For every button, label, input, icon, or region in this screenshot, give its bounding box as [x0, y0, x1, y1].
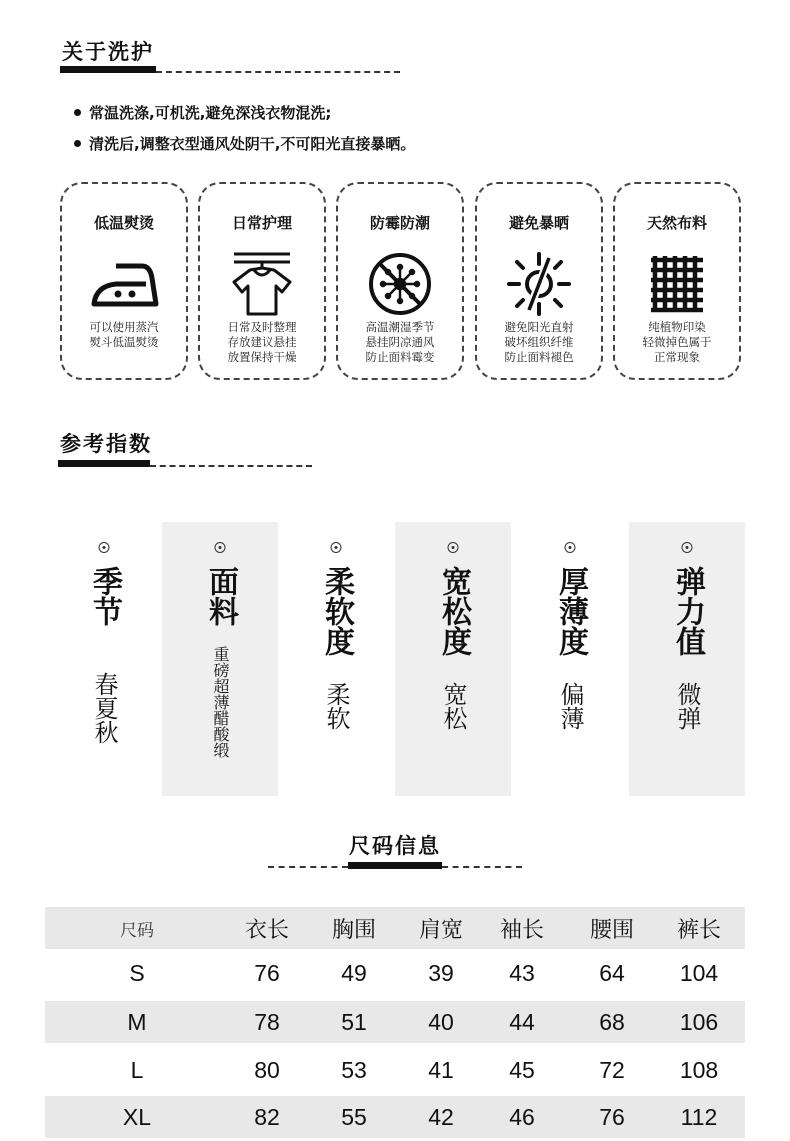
care-title-underline [60, 66, 156, 73]
card-desc: 高温潮湿季节 悬挂阴凉通风 防止面料霉变 [365, 320, 435, 364]
card-title: 天然布料 [646, 214, 707, 232]
size-section-title: 尺码信息 [349, 834, 441, 858]
table-cell: 76 [599, 1103, 625, 1130]
table-cell: XL [122, 1103, 152, 1130]
table-header-cell: 袖长 [499, 917, 544, 943]
table-cell: S [129, 959, 145, 986]
table-header-cell: 裤长 [676, 917, 721, 943]
table-cell: 43 [509, 959, 535, 986]
table-cell: 106 [679, 1008, 719, 1035]
card-desc: 日常及时整理 存放建议悬挂 放置保持干燥 [227, 320, 297, 364]
care-card-fabric [613, 182, 741, 380]
table-cell: 53 [341, 1056, 367, 1083]
table-cell: 108 [679, 1056, 719, 1083]
card-desc: 可以使用蒸汽 熨斗低温熨烫 [89, 320, 159, 349]
radio-dot-icon [99, 542, 110, 553]
care-note-1 [74, 102, 331, 123]
reference-col-title: 宽松度 [436, 566, 471, 656]
care-note-2 [74, 133, 415, 154]
table-cell: 104 [679, 959, 719, 986]
reference-col-value: 春夏秋 [90, 672, 118, 744]
care-card-daily [198, 182, 326, 380]
table-cell: 45 [509, 1056, 535, 1083]
table-row [45, 1096, 745, 1138]
reference-col-elasticity [629, 522, 745, 796]
fabric-grid-icon [639, 246, 715, 322]
card-title: 防霉防潮 [369, 214, 430, 232]
table-cell: 76 [254, 959, 280, 986]
table-cell: 78 [254, 1008, 280, 1035]
reference-col-season [46, 522, 162, 796]
card-desc: 纯植物印染 轻微掉色属于 正常现象 [642, 320, 712, 364]
reference-col-title: 弹力值 [670, 566, 705, 656]
hanger-shirt-icon [224, 246, 300, 322]
table-cell: 64 [599, 959, 625, 986]
table-header-cell: 衣长 [244, 917, 289, 943]
reference-col-value: 微弹 [673, 682, 701, 730]
reference-col-softness [278, 522, 394, 796]
radio-dot-icon [448, 542, 459, 553]
radio-dot-icon [331, 542, 342, 553]
reference-col-thickness [512, 522, 628, 796]
table-row [45, 1049, 745, 1091]
table-cell: 112 [680, 1103, 718, 1130]
card-title: 低温熨烫 [93, 214, 154, 232]
reference-title-dashline [150, 465, 312, 467]
table-cell: 72 [599, 1056, 625, 1083]
table-cell: 51 [341, 1008, 367, 1035]
no-mold-icon [362, 246, 438, 322]
card-title: 避免暴晒 [508, 214, 569, 232]
reference-col-looseness [395, 522, 511, 796]
size-table-header [45, 907, 745, 949]
care-section-title: 关于洗护 [62, 40, 154, 64]
reference-col-title: 柔软度 [319, 566, 354, 656]
table-cell: 82 [254, 1103, 280, 1130]
care-card-mold [336, 182, 464, 380]
table-header-cell: 肩宽 [418, 917, 463, 943]
table-cell: M [127, 1008, 147, 1035]
reference-col-value: 偏薄 [556, 682, 584, 730]
table-cell: 44 [509, 1008, 535, 1035]
size-title-dashline-left [268, 866, 348, 868]
care-card-iron [60, 182, 188, 380]
table-header-cell: 胸围 [331, 917, 376, 943]
care-card-sun [475, 182, 603, 380]
reference-col-fabric [162, 522, 278, 796]
care-note-text: 常温洗涤,可机洗,避免深浅衣物混洗; [89, 104, 332, 122]
table-cell: 46 [509, 1103, 535, 1130]
iron-icon [86, 246, 162, 322]
reference-section-title: 参考指数 [60, 432, 152, 456]
table-cell: 68 [599, 1008, 625, 1035]
reference-col-value: 柔软 [322, 682, 350, 730]
table-row [45, 952, 745, 994]
table-cell: 39 [428, 959, 454, 986]
card-title: 日常护理 [231, 214, 292, 232]
table-row [45, 1001, 745, 1043]
table-cell: 42 [428, 1103, 454, 1130]
table-header-cell: 尺码 [120, 920, 154, 941]
reference-col-title: 面料 [203, 566, 238, 626]
reference-col-title: 厚薄度 [553, 566, 588, 656]
size-title-dashline-right [442, 866, 522, 868]
reference-col-value: 重磅超薄醋酸缎 [211, 646, 230, 758]
reference-col-title: 季节 [87, 566, 122, 626]
table-cell: 49 [341, 959, 367, 986]
table-cell: 40 [428, 1008, 454, 1035]
card-desc: 避免阳光直射 破坏组织纤维 防止面料褪色 [504, 320, 574, 364]
table-cell: 80 [254, 1056, 280, 1083]
radio-dot-icon [215, 542, 226, 553]
table-header-cell: 腰围 [589, 917, 634, 943]
care-note-text: 清洗后,调整衣型通风处阴干,不可阳光直接暴晒。 [89, 135, 416, 153]
radio-dot-icon [565, 542, 576, 553]
size-title-underline [348, 862, 442, 869]
table-cell: 55 [341, 1103, 367, 1130]
reference-col-value: 宽松 [439, 682, 467, 730]
reference-title-underline [58, 460, 150, 467]
table-cell: L [130, 1056, 144, 1083]
table-cell: 41 [428, 1056, 454, 1083]
bullet-dot-icon [74, 109, 81, 116]
care-title-dashline [156, 71, 400, 73]
bullet-dot-icon [74, 140, 81, 147]
radio-dot-icon [682, 542, 693, 553]
no-sun-icon [501, 246, 577, 322]
